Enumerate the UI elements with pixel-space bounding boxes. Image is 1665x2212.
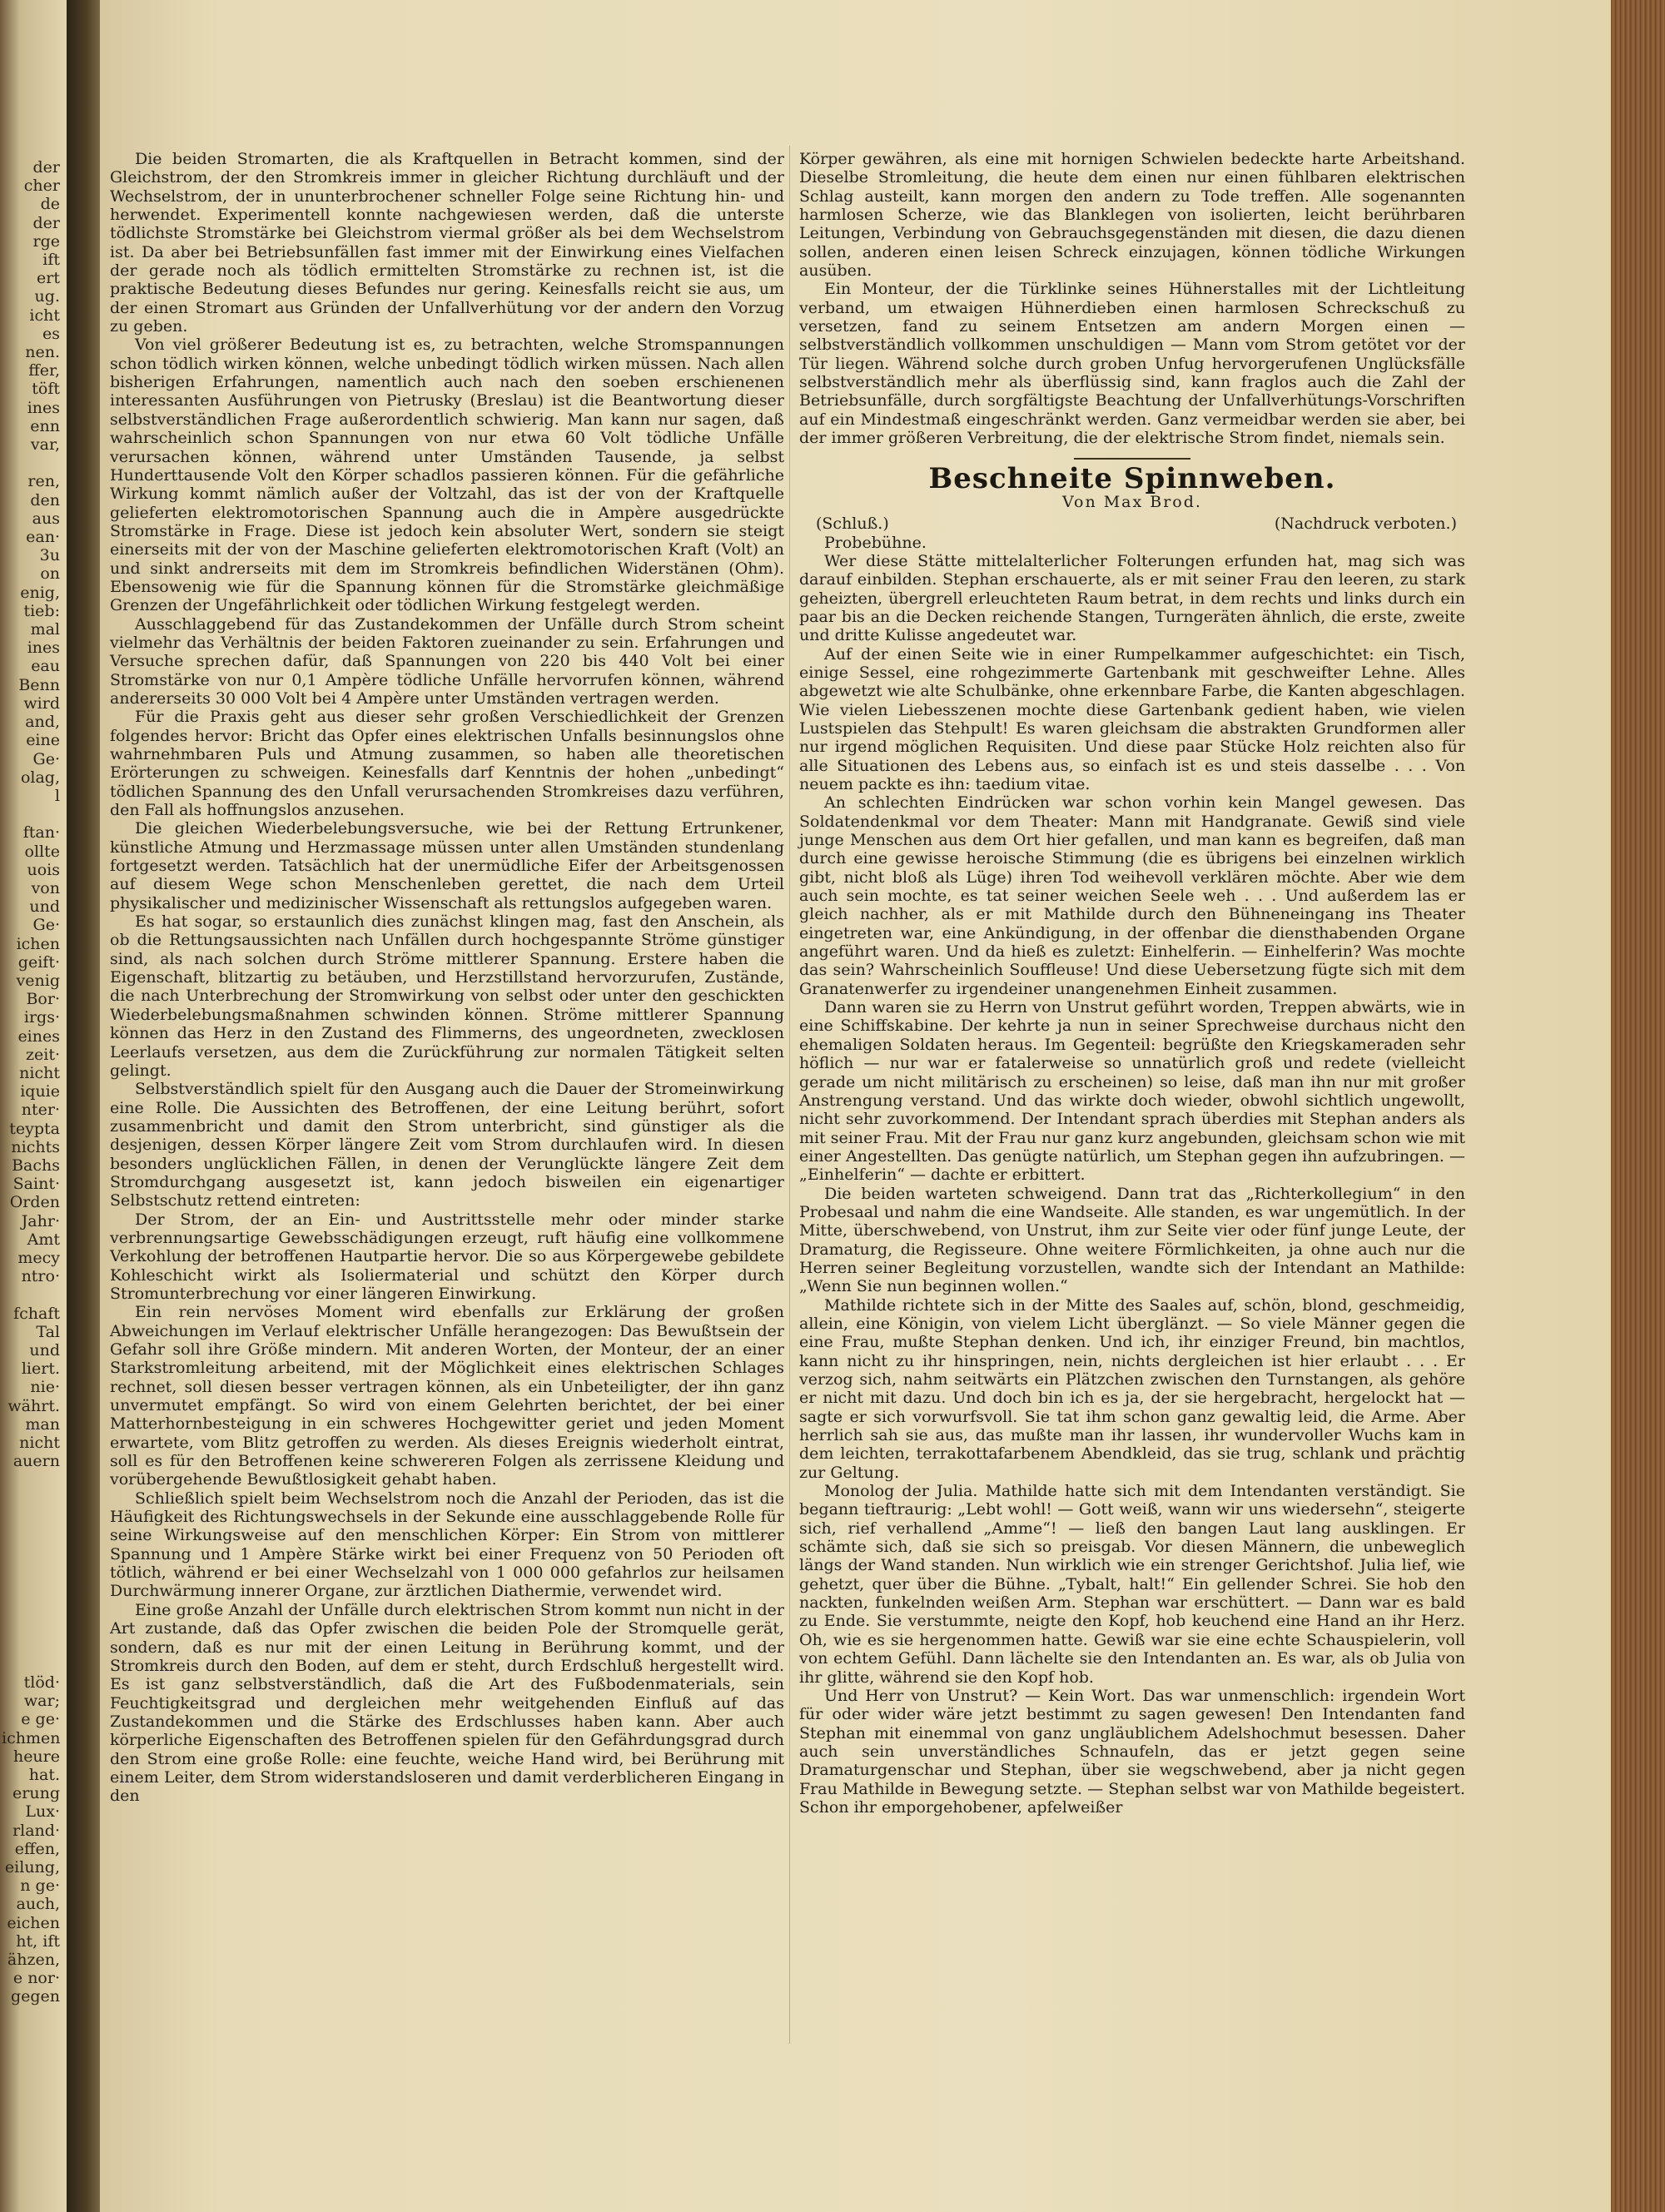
fragment-line: e nor· bbox=[12, 1969, 60, 1988]
fragment-line: eine bbox=[26, 731, 60, 750]
fragment-line: gegen bbox=[10, 1987, 60, 2006]
fragment-line: Ge· bbox=[32, 916, 60, 935]
fragment-line: mal bbox=[30, 620, 60, 639]
paragraph: Und Herr von Unstrut? — Kein Wort. Das war unmenschlich: irgendein Wort für oder wider wäre jetzt bestimmt zu sagen gewesen! Den Intendanten fand Stephan mit einemmal von ganz ungläublichem Adelshochmut besessen. Daher auch sein unverständliches Schnaufeln, das er jetzt gegen seine Dramaturgenschar und Stephan, über sie wegschwebend, aber ja nicht gegen Frau Mathilde in Bewegung setzte. — Stephan selbst war von Mathilde begeistert. Schon ihr emporgehobener, apfelweißer bbox=[799, 1686, 1465, 1817]
fragment-line: mecy bbox=[17, 1248, 60, 1267]
fragment-line: ert bbox=[37, 269, 60, 288]
fragment-line: Tal bbox=[36, 1322, 60, 1341]
fragment-line bbox=[2, 1285, 60, 1304]
fragment-line: on bbox=[40, 564, 60, 584]
fragment-line: eichen bbox=[7, 1913, 60, 1932]
fragment-line: nicht bbox=[19, 1434, 60, 1453]
paragraph: Wer diese Stätte mittelalterlicher Folterungen erfunden hat, mag sich was darauf einbilden. Stephan erschauerte, als er mit seiner Frau den leeren, zu stark geheizten, übergrell erleuchteten Raum betrat, in dem rechts und links durch ein paar bis an die Decken reichende Stangen, Turngeräten ähnlich, die erste, zweite und dritte Kulisse angedeutet war. bbox=[799, 551, 1465, 645]
fragment-line: de bbox=[40, 195, 60, 214]
fragment-line: 3u bbox=[39, 546, 60, 565]
paragraph: Ausschlaggebend für das Zustandekommen der Unfälle durch Strom scheint vielmehr das Verhältnis der beiden Faktoren zueinander zu sein. Erfahrungen und Versuche sprechen dafür, daß Spannungen von 220 bis 440 Volt bei einer Stromstärke von nur 0,1 Ampère tödliche Unfälle hervorrufen können, während andererseits 30 000 Volt bei 4 Ampère unter Umständen vertragen werden. bbox=[110, 614, 784, 708]
fragment-line: ollte bbox=[24, 842, 60, 861]
paragraph: Auf der einen Seite wie in einer Rumpelkammer aufgeschichtet: ein Tisch, einige Sessel, eine rohgezimmerte Gartenbank mit geschweifter Lehne. Alles abgewetzt wie alte Schulbänke, ohne erkennbare Farbe, die Kanten abgeschlagen. Wie vielen Liebesszenen mochte diese Gartenbank gedient haben, wie vielen Lustspielen das Stehpult! Es waren gleichsam die abstrakten Grundformen aller nur irgend möglichen Requisiten. Und diese paar Stücke Holz reichten also für alle Situationen des Lebens aus, so einfach ist es und steis dasselbe . . . Von neuem packte es ihn: taedium vitae. bbox=[799, 644, 1465, 793]
fragment-line: ähzen, bbox=[7, 1951, 60, 1970]
fragment-line: iquie bbox=[20, 1082, 60, 1101]
column-rule bbox=[789, 146, 790, 2044]
fragment-line: icht bbox=[29, 306, 60, 325]
fragment-line: eau bbox=[31, 657, 60, 676]
section-divider bbox=[1074, 458, 1190, 460]
paragraph: Mathilde richtete sich in der Mitte des Saales auf, schön, blond, geschmeidig, allein, eine Königin, von vielem Licht überglänzt. — So viele Männer gegen die eine Frau, mußte Stephan denken. Und ich, ihr einziger Freund, bin machtlos, kann nicht zu ihr hinspringen, nein, nichts dergleichen ist hier erlaubt . . . Er verzog sich, nahm seitwärts ein Plätzchen zwischen den Turnstangen, als gehöre er nicht mit dazu. Und doch bin ich es ja, der sie hergebracht, hergelockt hat — sagte er sich vorwurfsvoll. Sie tat ihm schon ganz gewaltig leid, die Arme. Aber herrlich sah sie aus, das mußte man ihr lassen, ihr wundervoller Wuchs kam in dem leichten, terrakottafarbenem Abendkleid, das sie trug, schlank und prächtig zur Geltung. bbox=[799, 1295, 1465, 1482]
fragment-line: irgs· bbox=[23, 1008, 60, 1027]
story-title: Beschneite Spinnweben. bbox=[928, 461, 1336, 495]
fragment-line: Jahr· bbox=[21, 1211, 60, 1230]
paragraph: Der Strom, der an Ein- und Austrittsstelle mehr oder minder starke verbrennungsartige Gewebsschädigungen erzeugt, ruft häufig eine vollkommene Verkohlung der betroffenen Hautpartie hervor. Die so aus Körpergewebe gebildete Kohleschicht wirkt als Isoliermaterial und schützt den Körper durch Stromunterbrechung vor einer längeren Einwirkung. bbox=[110, 1210, 784, 1303]
fragment-line: and, bbox=[25, 713, 60, 732]
fragment-line: venig bbox=[16, 971, 60, 990]
fragment-line: tlöd· bbox=[23, 1673, 60, 1692]
fragment-line bbox=[2, 454, 60, 472]
fragment-line: n ge· bbox=[20, 1876, 60, 1896]
copyright-note: (Nachdruck verboten.) bbox=[1274, 514, 1457, 534]
fragment-line: uois bbox=[27, 860, 60, 879]
fragment-line: enig, bbox=[20, 583, 60, 602]
fragment-line bbox=[2, 805, 60, 823]
fragment-line: der bbox=[32, 158, 60, 176]
fragment-line: cher bbox=[23, 176, 60, 196]
fragment-line: effen, bbox=[14, 1839, 60, 1858]
fragment-line: rland· bbox=[12, 1821, 60, 1840]
fragment-line: Benn bbox=[18, 675, 60, 694]
fragment-line: enn bbox=[30, 416, 60, 435]
fragment-line: ren, bbox=[27, 472, 60, 491]
cropped-previous-column bbox=[2, 158, 60, 1470]
fragment-line: hat. bbox=[28, 1766, 60, 1785]
paragraph: Dann waren sie zu Herrn von Unstrut geführt worden, Treppen abwärts, wie in eine Schiffskabine. Der kehrte ja nun in seiner Sprechweise durchaus nicht den ehemaligen Soldaten heraus. Im Gegenteil: begrüßte den Kriegskameraden sehr höflich — nur war er fatalerweise so unnatürlich groß und redete (vielleicht gerade um nicht militärisch zu erscheinen) so leise, daß man ihn nur mit großer Anstrengung verstand. Und das wirkte doch wieder, obwohl sichtlich ungewollt, nicht sehr zuvorkommend. Der Intendant sprach überdies mit Stephan anders als mit seiner Frau. Mit der Frau nur ganz kurz angebunden, gleichsam schon wie mit einer Angestellten. Das genügte natürlich, um Stephan gegen ihn aufzubringen. — „Einhelferin“ — dachte er erbittert. bbox=[799, 998, 1465, 1185]
paragraph: Monolog der Julia. Mathilde hatte sich mit dem Intendanten verständigt. Sie begann tieftraurig: „Lebt wohl! — Gott weiß, wann wir uns wiedersehn“, steigerte sich, rief verhallend „Amme“! — ließ den bangen Laut lang ausklingen. Er schämte sich, daß sie sich so preisgab. Vor diesen Männern, die unbeweglich längs der Wand standen. Nun wirklich wie ein strenger Gerichtshof. Julia lief, wie gehetzt, quer über die Bühne. „Tybalt, halt!“ Ein gellender Schrei. Sie hob den nackten, funkelnden weißen Arm. Stephan war erschüttert. — Dann war es bald zu Ende. Sie verstummte, neigte den Kopf, hob keuchend eine Hand an ihr Herz. Oh, wie es sie hergenommen hatte. Gewiß war sie eine echte Schauspielerin, voll von echtem Gefühl. Dann lächelte sie den Intendanten an. Es war, als ob Julia von ihr glitte, während sie den Kopf hob. bbox=[799, 1482, 1465, 1687]
fragment-line: Bachs bbox=[12, 1156, 60, 1175]
fragment-line: auch, bbox=[16, 1895, 60, 1914]
fragment-line: ines bbox=[27, 639, 60, 658]
fragment-line: war; bbox=[23, 1692, 60, 1711]
fragment-line: Lux· bbox=[25, 1802, 60, 1822]
fragment-line: auern bbox=[12, 1452, 60, 1471]
fragment-line: eilung, bbox=[4, 1858, 60, 1877]
paragraph: Ein Monteur, der die Türklinke seines Hühnerstalles mit der Lichtleitung verband, um etwaigen Hühnerdieben einen harmlosen Schreckschuß zu versetzen, fand zu seinem Entsetzen am andern Morgen einen — selbstverständlich vollkommen unschuldigen — Mann vom Strom getötet vor der Tür liegen. Während solche durch groben Unfug hervorgerufenen Unglücksfälle selbstverständlich mehr als überflüssig sind, kann fraglos auch die Zahl der Betriebsunfälle, durch sorgfältigste Beachtung der Unfallverhütungs-Vorschriften auf ein Mindestmaß eingeschränkt werden. Ganz vermeidbar werden sie aber, bei der immer größeren Verbreitung, die der elektrische Strom findet, niemals sein. bbox=[799, 280, 1465, 448]
fragment-line: ffer, bbox=[28, 361, 60, 380]
book-gutter bbox=[67, 0, 100, 2212]
fragment-line: teypta bbox=[9, 1119, 60, 1138]
fragment-line: nter· bbox=[21, 1101, 60, 1120]
paragraph: Eine große Anzahl der Unfälle durch elektrischen Strom kommt nun nicht in der Art zustande, daß das Opfer zwischen die beiden Pole der Stromquelle gerät, sondern, daß es nur mit der einen Leitung in Berührung kommt, und der Stromkreis durch den Boden, auf dem er steht, durch Erdschluß hergestellt wird. Es ist ganz selbstverständlich, daß die Art des Fußbodenmaterials, sein Feuchtigkeitsgrad und dergleichen mehr weitgehenden Einfluß auf das Zustandekommen und die Stärke des Erdschlusses haben kann. Aber auch körperliche Eigenschaften des Betroffenen spielen für den Gefährdungsgrad durch den Strom eine große Rolle: eine feuchte, weiche Hand wird, bei Berührung mit einem Leiter, dem Strom widerstandsloseren und damit verderblicheren Eingang in den bbox=[110, 1600, 784, 1806]
paragraph: An schlechten Eindrücken war schon vorhin kein Mangel gewesen. Das Soldatendenkmal vor dem Theater: Mann mit Handgranate. Gewiß sind viele junge Menschen aus dem Ort hier gefallen, und man kann es begreifen, daß man durch eine gewisse heroische Stimmung (die es übrigens bei einzelnen wirklich gibt, nicht bloß als Lüge) ihren Tod weihevoll verklären möchte. Aber wie dem auch sein mochte, es tat seiner weichen Seele weh . . . Und außerdem las er gleich nachher, als er mit Mathilde durch den Bühneneingang ins Theater eingetreten war, eine Ankündigung, in der offenbar die diensthabenden Organe angeführt waren. Und da hieß es zuletzt: Einhelferin. — Einhelferin? Was mochte das sein? Wahrscheinlich Souffleuse! Und diese Uebersetzung fügte sich mit dem Granatenwerfer zu irgendeiner unangenehmen Einheit zusammen. bbox=[799, 793, 1465, 998]
fragment-line: ichen bbox=[16, 934, 60, 953]
paragraph: Schließlich spielt beim Wechselstrom noch die Anzahl der Perioden, das ist die Häufigkeit des Richtungswechsels in der Sekunde eine ausschlaggebende Rolle für seine Wirkungsweise auf den menschlichen Körper: Ein Strom von mittlerer Spannung und 1 Ampère Stärke wirkt bei einer Frequenz von 50 Perioden oft tötlich, während er bei einer Wechselzahl von 1 000 000 gefahrlos zur heilsamen Durchwärmung innerer Organe, zur ärztlichen Diathermie, verwendet wird. bbox=[110, 1489, 784, 1601]
right-column bbox=[799, 150, 1465, 1817]
fragment-line: heure bbox=[12, 1747, 60, 1766]
fragment-line: ean· bbox=[26, 528, 60, 547]
fragment-line: von bbox=[31, 878, 60, 897]
article-electricity bbox=[110, 150, 784, 1806]
fragment-line: und bbox=[29, 1341, 60, 1360]
paragraph: Die beiden warteten schweigend. Dann trat das „Richterkollegium“ in den Probesaal und nahm die eine Wandseite. Alle standen, es war ungemütlich. In der Mitte, überschwebend, von Unstrut, ihm zur Seite vier oder fünf junge Leute, der Dramaturg, die Regisseure. Ohne weitere Förmlichkeiten, ja ohne auch nur die Herren seiner Begleitung vorzustellen, wandte sich der Intendant an Mathilde: „Wenn Sie nun beginnen wollen.“ bbox=[799, 1184, 1465, 1296]
fragment-line: Bor· bbox=[26, 990, 60, 1009]
section-heading: Probebühne. bbox=[824, 533, 927, 552]
fragment-line: erung bbox=[12, 1784, 60, 1803]
fragment-line: man bbox=[25, 1414, 60, 1434]
story-meta bbox=[799, 514, 1465, 533]
fragment-line: währt. bbox=[7, 1396, 60, 1415]
fragment-line: olag, bbox=[20, 768, 60, 787]
fragment-line: nicht bbox=[19, 1063, 60, 1082]
paragraph: Die beiden Stromarten, die als Kraftquellen in Betracht kommen, sind der Gleichstrom, der den Stromkreis immer in gleicher Richtung durchläuft und der Wechselstrom, der in ununterbrochener schneller Folge seine Richtung hin- und herwendet. Experimentell konnte nachgewiesen werden, daß die unterste tödlichste Stromstärke bei Gleichstrom viermal größer als bei dem Wechselstrom ist. Da aber bei Betriebsunfällen fast immer mit der Einwirkung eines Vielfachen der gerade noch als tödlich ermittelten Stromstärke zu rechnen ist, ist die praktische Bedeutung dieses Befundes nur gering. Keinesfalls reicht sie aus, um der einen Stromart aus Gründen der Unfallverhütung vor der andern den Vorzug zu geben. bbox=[110, 150, 784, 336]
fragment-line: nichts bbox=[11, 1137, 60, 1156]
fragment-line: tieb: bbox=[23, 601, 60, 620]
fragment-line: var, bbox=[30, 435, 60, 455]
fragment-line: aus bbox=[32, 509, 60, 528]
continuation-note: (Schluß.) bbox=[816, 514, 889, 534]
fragment-line: und bbox=[29, 897, 60, 917]
fragment-line: den bbox=[30, 490, 60, 510]
fragment-line: der bbox=[32, 213, 60, 232]
fragment-line: Amt bbox=[27, 1230, 60, 1249]
fragment-line: ntro· bbox=[21, 1267, 60, 1286]
fragment-line: liert. bbox=[21, 1360, 60, 1379]
fragment-line: ftan· bbox=[22, 823, 60, 843]
paragraph: Körper gewähren, als eine mit hornigen Schwielen bedeckte harte Arbeitshand. Dieselbe Stromleitung, die heute dem einen nur einen fühlbaren elektrischen Schlag austeilt, kann morgen den andern zu Tode treffen. Alle sogenannten harmlosen Scherze, wie das Blanklegen von isolierten, leicht berührbaren Leitungen, Verbindung von Gebrauchsgegenständen mit diesen, die dazu dienen sollen, anderen einen leisen Schreck einzujagen, können tödliche Wirkungen ausüben. bbox=[799, 150, 1465, 281]
fragment-line: Orden bbox=[9, 1193, 60, 1212]
page-stack-edge bbox=[1611, 0, 1665, 2212]
fragment-line: ug. bbox=[34, 287, 60, 306]
fragment-line: wird bbox=[23, 693, 60, 713]
cropped-previous-column-bottom bbox=[2, 1673, 60, 2006]
fragment-line: eines bbox=[17, 1026, 60, 1046]
fragment-line: Saint· bbox=[12, 1175, 60, 1194]
fragment-line: nie· bbox=[30, 1378, 60, 1397]
fragment-line: ines bbox=[27, 398, 60, 417]
fragment-line: fchaft bbox=[13, 1304, 60, 1323]
paragraph: Von viel größerer Bedeutung ist es, zu betrachten, welche Stromspannungen schon tödlich wirken können, welche unbedingt tödlich wirken müssen. Nach allen bisherigen Erfahrungen, namentlich auch nach den soeben erschienenen interessanten Ausführungen von Pietrusky (Breslau) ist die Beantwortung dieser selbstverständlichen Frage außerordentlich schwierig. Man kann nur sagen, daß wahrscheinlich schon Spannungen von nur etwa 60 Volt tödliche Unfälle verursachen können, während unter Umständen Tausende, ja selbst Hunderttausende Volt den Körper schadlos passieren können. Für die gefährliche Wirkung kommt nämlich außer der Voltzahl, das ist der von der Kraftquelle gelieferten elektromotorischen Spannung auch die in Ampère ausgedrückte Stromstärke in Frage. Diese ist jedoch kein absoluter Wert, sondern sie steigt einerseits mit der von der Maschine gelieferten elektromotorischen Kraft (Volt) an und sinkt andrerseits mit dem im Stromkreis befindlichen Widerstänen (Ohm). Ebensowenig wie für die Spannung können für die Stromstärke gleichmäßige Grenzen der Ungefährlichkeit oder tödlichen Wirkung festgelegt werden. bbox=[110, 336, 784, 615]
fragment-line: es bbox=[42, 324, 60, 343]
fragment-line: zeit· bbox=[25, 1045, 60, 1064]
fragment-line: töft bbox=[32, 380, 60, 399]
paragraph: Selbstverständlich spielt für den Ausgang auch die Dauer der Stromeinwirkung eine Rolle. Die Aussichten des Betroffenen, der eine Leitung berührt, sofort zusammenbricht und damit den Strom unterbricht, sind günstiger als die desjenigen, dessen Körper längere Zeit vom Strom durchlaufen wird. In diesen besonders unglücklichen Fällen, in denen der Verunglückte längere Zeit dem Stromdurchgang ausgesetzt ist, kann jedoch bisweilen ein eigenartiger Selbstschutz rettend eintreten: bbox=[110, 1080, 784, 1210]
paragraph: Für die Praxis geht aus dieser sehr großen Verschiedlichkeit der Grenzen folgendes hervor: Bricht das Opfer eines elektrischen Unfalls besinnungslos ohne wahrnehmbaren Puls und Atmung zusammen, so haben alle theoretischen Erörterungen zu schweigen. Keinesfalls darf Kenntnis der hohen „unbedingt“ tödlichen Spannung des den Unfall verursachenden Stromkreises dazu verführen, den Fall als hoffnungslos anzusehen. bbox=[110, 708, 784, 820]
story-byline: Von Max Brod. bbox=[1062, 492, 1202, 511]
fragment-line: ht, ift bbox=[16, 1931, 60, 1951]
fragment-line: Ge· bbox=[32, 749, 60, 768]
paragraph: Es hat sogar, so erstaunlich dies zunächst klingen mag, fast den Anschein, als ob die Rettungsaussichten nach Unfällen durch hochgespannte Ströme günstiger sind, als nach solchen durch Ströme mittlerer Spannung. Erstere haben die Eigenschaft, blitzartig zu betäuben, und Herzstillstand hervorzurufen, Zustände, die nach Unterbrechung der Stromwirkung von selbst oder unter den geschickten Wiederbelebungsmaßnahmen schwinden können. Ströme mittlerer Spannung können das Herz in den Zustand des Flimmerns, des ungeordneten, zwecklosen Leerlaufs versetzen, aus dem die Zurückführung zur normalen Tätigkeit selten gelingt. bbox=[110, 912, 784, 1080]
fragment-line: l bbox=[54, 786, 60, 805]
fragment-line: nen. bbox=[25, 343, 60, 362]
fragment-line: ichmen bbox=[2, 1728, 60, 1747]
paragraph: Die gleichen Wiederbelebungsversuche, wie bei der Rettung Ertrunkener, künstliche Atmung und Herzmassage müssen unter allen Umständen stundenlang fortgesetzt werden. Tatsächlich hat der unermüdliche Eifer der Arbeitsgenossen auf diesem Wege schon Menschenleben gerettet, die nach dem Urteil physikalischer und medizinischer Wissenschaft als rettungslos aufgegeben waren. bbox=[110, 819, 784, 912]
fragment-line: e ge· bbox=[21, 1710, 60, 1729]
fragment-line: rge bbox=[32, 231, 60, 251]
fragment-line: ift bbox=[42, 251, 60, 270]
fragment-line: geift· bbox=[17, 952, 60, 972]
paragraph: Ein rein nervöses Moment wird ebenfalls zur Erklärung der großen Abweichungen im Verlauf elektrischer Unfälle herangezogen: Das Bewußtsein der Gefahr soll ihre Größe mindern. Mit anderen Worten, der Monteur, der an einer Starkstromleitung arbeitend, mit der Möglichkeit eines elektrischen Schlages rechnet, soll diesen besser vertragen können, als ein Unbeteiligter, der ihn ganz unvermutet empfängt. So wird von einem Gelehrten berichtet, der bei einer Matterhornbesteigung in ein schweres Hochgewitter geriet und jeden Moment erwartete, vom Blitz getroffen zu werden. Als dieses Ereignis wiederholt eintrat, soll es für den Betroffenen keine schwereren Folgen als zerrissene Kleidung und vorübergehende Bewußtlosigkeit gehabt haben. bbox=[110, 1303, 784, 1489]
